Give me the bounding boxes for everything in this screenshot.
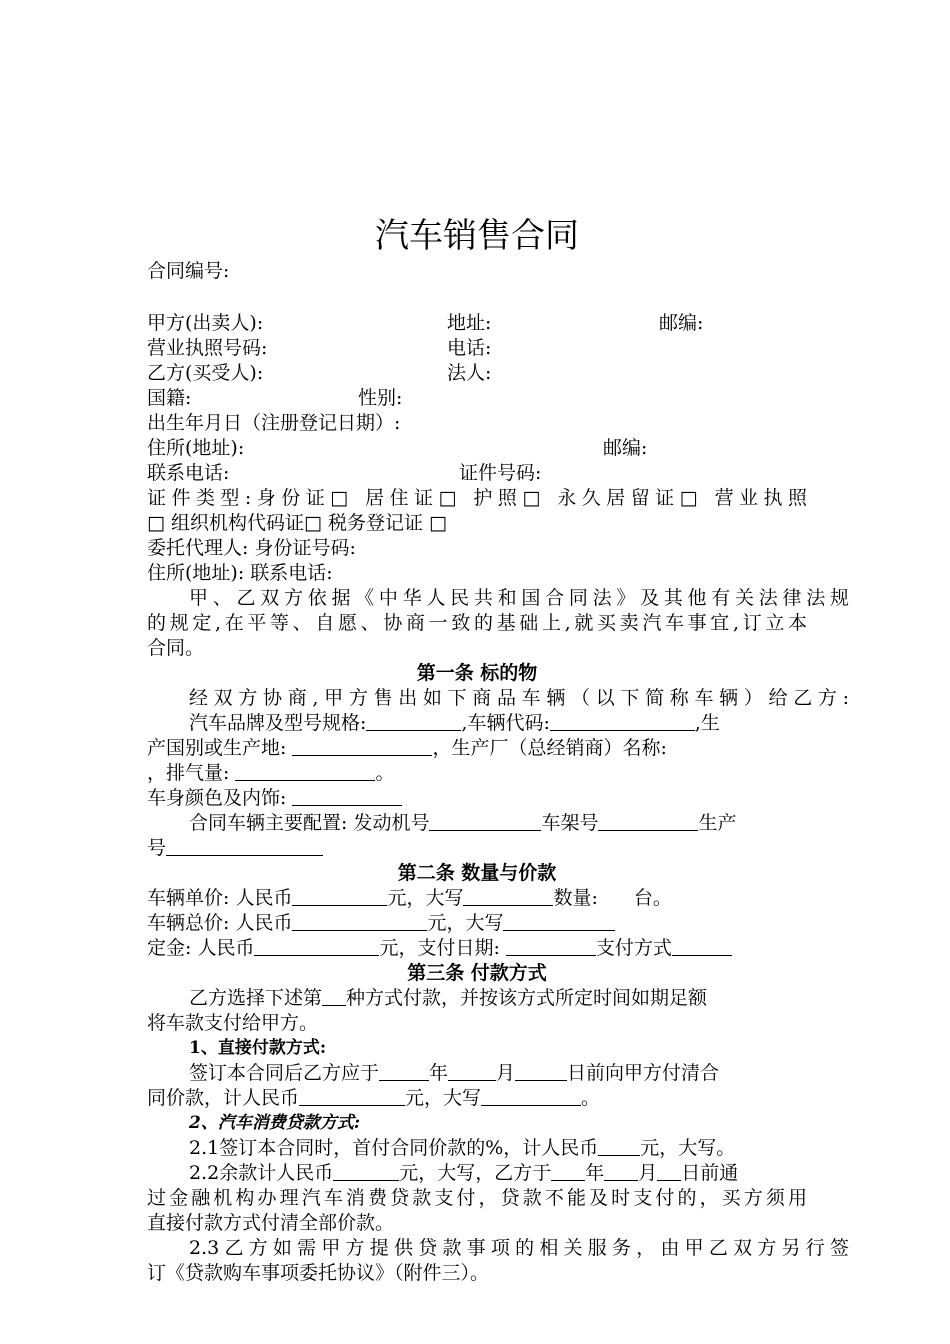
article1-heading: 第一条 标的物 <box>416 662 538 684</box>
total-price-row <box>147 911 807 936</box>
payment-choice-text: 种方式付款，并按该方式所定时间如期足额 <box>346 987 708 1009</box>
production-label: 生产 <box>698 812 737 834</box>
loan-2-2-year-blank <box>551 1162 585 1181</box>
loan-2-2-line2: 过金融机构办理汽车消费贷款支付，贷款不能及时支付的，买方须用 <box>147 1187 807 1209</box>
loan-2-3-line2: 订《贷款购车事项委托协议》（附件三）。 <box>147 1262 490 1284</box>
buyer-label: 乙方(买受人): <box>147 362 264 384</box>
unit-price-row <box>147 886 807 911</box>
loan-2-2-amount-blank <box>333 1162 399 1181</box>
buyer-gender-label: 性别: <box>358 387 403 409</box>
buyer-birth-label: 出生年月日（注册登记日期）: <box>147 412 401 434</box>
loan-clause-2-2 <box>147 1161 849 1186</box>
quantity-label: 数量: <box>553 887 598 909</box>
unit-price-upper-label: 元，大写 <box>387 887 464 909</box>
unit-price-blank <box>292 887 387 906</box>
direct-month-label: 月 <box>496 1062 516 1084</box>
displacement-blank <box>235 762 375 781</box>
buyer-phone-label: 联系电话: <box>147 462 230 484</box>
displacement-row <box>147 761 807 786</box>
payment-choice-blank <box>322 987 346 1006</box>
loan-2-2-text: 2.2余款计人民币 <box>189 1162 334 1184</box>
manufacturer-label: ，生产厂（总经销商）名称: <box>432 737 667 759</box>
vehicle-brand-blank <box>366 712 461 731</box>
direct-year-label: 年 <box>429 1062 449 1084</box>
buyer-id-number-label: 证件号码: <box>459 462 542 484</box>
loan-2-2-line3: 直接付款方式付清全部价款。 <box>147 1212 395 1234</box>
seller-phone-label: 电话: <box>447 337 492 359</box>
loan-2-2-year: 年 <box>585 1162 605 1184</box>
vehicle-origin-prefix: ,生 <box>694 712 720 734</box>
vehicle-brand-label: 汽车品牌及型号规格: <box>189 712 367 734</box>
loan-payment-title: 2、汽车消费贷款方式: <box>189 1113 361 1133</box>
color-row <box>147 786 807 811</box>
direct-payment-row1 <box>147 1061 849 1086</box>
loan-2-2-mid: 元，大写，乙方于 <box>399 1162 552 1184</box>
preamble-line3: 合同。 <box>147 637 205 659</box>
production-number-blank <box>166 837 323 856</box>
total-price-label: 车辆总价: 人民币 <box>147 912 293 934</box>
engine-label: 合同车辆主要配置: 发动机号 <box>189 812 430 834</box>
engine-blank <box>429 812 541 831</box>
vehicle-code-label: ,车辆代码: <box>461 712 550 734</box>
production-number-row <box>147 836 807 861</box>
direct-amount-upper-label: 元，大写 <box>405 1087 482 1109</box>
unit-price-upper-blank <box>463 887 553 906</box>
article3-heading: 第三条 付款方式 <box>407 962 547 984</box>
payment-choice-end: 将车款支付给甲方。 <box>147 1012 319 1034</box>
production-number-label: 号 <box>147 837 167 859</box>
deposit-date-label: 元，支付日期: <box>379 937 500 959</box>
agent-residence-label: 住所(地址): 联系电话: <box>147 562 333 584</box>
frame-blank <box>598 812 698 831</box>
preamble-line1: 甲、乙双方依据《中华人民共和国合同法》及其他有关法律法规 <box>189 587 849 609</box>
total-price-blank <box>292 912 427 931</box>
buyer-legal-label: 法人: <box>447 362 492 384</box>
loan-2-2-day: 日前通 <box>681 1162 739 1184</box>
direct-payment-text: 签订本合同后乙方应于 <box>189 1062 380 1084</box>
buyer-id-type-line1: 证件类型:身份证□ 居住证□ 护照□ 永久居留证□ 营业执照 <box>147 487 807 509</box>
seller-address-label: 地址: <box>447 312 492 334</box>
direct-amount-upper-blank <box>481 1087 581 1106</box>
config-row <box>147 811 849 836</box>
displacement-period: 。 <box>375 762 395 784</box>
direct-day-label: 日前向甲方付清合 <box>567 1062 720 1084</box>
contract-number-label: 合同编号: <box>147 260 230 282</box>
payment-choice-row <box>147 986 849 1011</box>
direct-day-blank <box>515 1062 567 1081</box>
agent-label: 委托代理人: 身份证号码: <box>147 537 356 559</box>
buyer-id-type-line2: □ 组织机构代码证□ 税务登记证 □ <box>147 512 447 534</box>
direct-payment-title: 1、直接付款方式: <box>189 1038 327 1058</box>
unit-price-label: 车辆单价: 人民币 <box>147 887 293 909</box>
direct-amount-label: 同价款，计人民币 <box>147 1087 300 1109</box>
article2-heading: 第二条 数量与价款 <box>397 862 557 884</box>
loan-2-3-line1: 2.3乙方如需甲方提供贷款事项的相关服务，由甲乙双方另行签 <box>189 1237 849 1259</box>
deposit-blank <box>254 937 379 956</box>
preamble-line2: 的规定,在平等、自愿、协商一致的基础上,就买卖汽车事宜,订立本 <box>147 612 807 634</box>
loan-clause-2-1 <box>147 1136 849 1161</box>
loan-2-2-month: 月 <box>638 1162 658 1184</box>
quantity-unit: 台。 <box>633 887 672 909</box>
vehicle-code-blank <box>550 712 695 731</box>
document-title: 汽车销售合同 <box>375 216 579 256</box>
vehicle-origin-row <box>147 736 807 761</box>
buyer-postcode-label: 邮编: <box>603 437 648 459</box>
color-label: 车身颜色及内饰: <box>147 787 287 809</box>
loan-2-2-month-blank <box>604 1162 638 1181</box>
deposit-method-blank <box>672 937 732 956</box>
vehicle-brand-row <box>147 711 849 736</box>
buyer-residence-label: 住所(地址): <box>147 437 245 459</box>
seller-postcode-label: 邮编: <box>659 312 704 334</box>
payment-choice-label: 乙方选择下述第 <box>189 987 323 1009</box>
total-price-upper-label: 元，大写 <box>427 912 504 934</box>
direct-amount-period: 。 <box>581 1087 601 1109</box>
deposit-label: 定金: 人民币 <box>147 937 255 959</box>
deposit-row <box>147 936 807 961</box>
loan-2-1-end: 元，大写。 <box>640 1137 736 1159</box>
deposit-method-label: 支付方式 <box>595 937 672 959</box>
loan-2-1-text: 2.1签订本合同时，首付合同价款的%，计人民币 <box>189 1137 599 1159</box>
loan-2-2-day-blank <box>657 1162 681 1181</box>
loan-2-1-blank <box>598 1137 640 1156</box>
frame-label: 车架号 <box>541 812 599 834</box>
color-blank <box>292 787 402 806</box>
article1-paragraph: 经双方协商,甲方售出如下商品车辆（以下简称车辆）给乙方: <box>189 687 849 709</box>
total-price-upper-blank <box>503 912 615 931</box>
buyer-nationality-label: 国籍: <box>147 387 192 409</box>
deposit-date-blank <box>506 937 596 956</box>
seller-license-label: 营业执照号码: <box>147 337 268 359</box>
direct-amount-blank <box>299 1087 405 1106</box>
direct-month-blank <box>448 1062 496 1081</box>
seller-label: 甲方(出卖人): <box>147 312 264 334</box>
displacement-label: ，排气量: <box>147 762 230 784</box>
vehicle-origin-label: 产国别或生产地: <box>147 737 287 759</box>
direct-year-blank <box>379 1062 429 1081</box>
direct-payment-row2 <box>147 1086 807 1111</box>
vehicle-origin-blank <box>292 737 432 756</box>
